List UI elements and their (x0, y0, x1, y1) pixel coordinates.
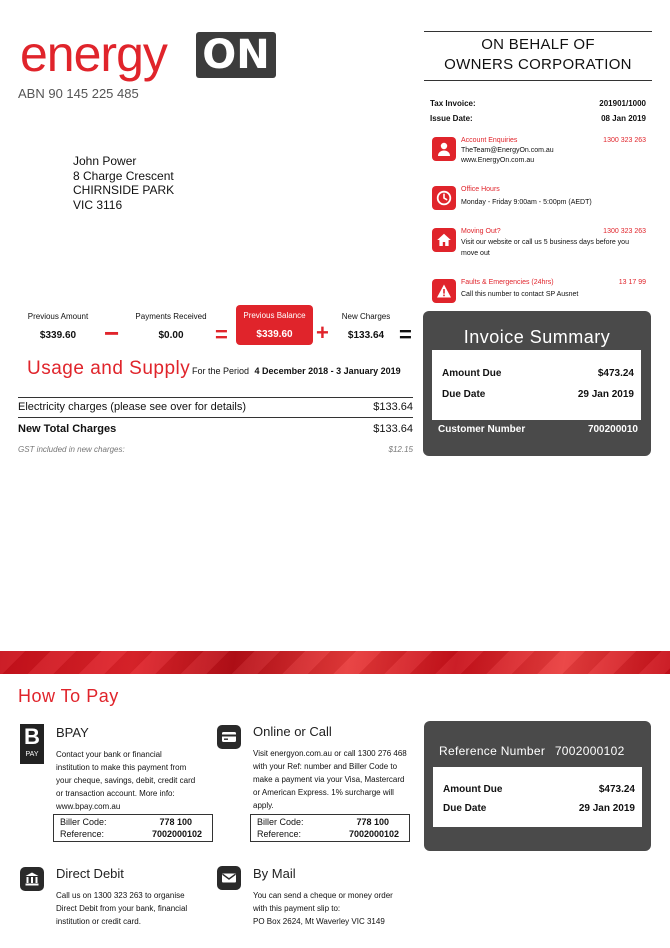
contact-title: Account Enquiries (461, 137, 518, 144)
electricity-charges-row (18, 401, 413, 413)
logo-wordmark: energy (20, 26, 167, 82)
biller-code-label: Biller Code: (257, 817, 304, 827)
direct-debit-line: Direct Debit from your bank, financial (56, 904, 188, 913)
by-mail-description (253, 889, 418, 928)
direct-debit-title: Direct Debit (56, 866, 124, 881)
address-name: John Power (73, 154, 137, 168)
online-line: apply. (253, 801, 274, 810)
reference-number-label: Reference Number (439, 744, 546, 758)
invoice-summary (423, 311, 651, 456)
previous-amount-value: $339.60 (39, 330, 77, 341)
due-date-label: Due Date (443, 803, 487, 814)
user-icon (432, 137, 456, 161)
online-line: Visit energyon.com.au or call 1300 276 468 (253, 749, 407, 758)
period-label: For the Period (192, 366, 250, 376)
payments-received (133, 312, 209, 341)
mail-icon (217, 866, 241, 890)
bpay-description (56, 748, 221, 813)
online-call-title: Online or Call (253, 724, 332, 739)
red-banner (0, 651, 670, 674)
online-line: make a payment via your Visa, Mastercard (253, 775, 405, 784)
invoice-summary-title: Invoice Summary (463, 327, 611, 347)
customer-number-row (438, 424, 638, 435)
due-date-label: Due Date (442, 389, 486, 400)
gst-row (18, 445, 413, 454)
warning-icon (432, 279, 456, 303)
usage-supply-title: Usage and Supply (27, 358, 191, 379)
contact-phone[interactable]: 1300 323 263 (603, 228, 646, 235)
behalf-line2: OWNERS CORPORATION (444, 56, 632, 73)
previous-amount-label: Previous Amount (27, 312, 89, 321)
bpay-icon (20, 724, 44, 764)
contact-phone[interactable]: 13 17 99 (618, 279, 646, 286)
contact-body-line: Visit our website or call us 5 business days before you (461, 239, 629, 246)
total-label: New Total Charges (18, 423, 117, 435)
contact-title: Office Hours (461, 186, 500, 193)
gst-value: $12.15 (388, 445, 413, 454)
contact-body-line: move out (461, 250, 490, 257)
credit-card-icon (217, 725, 241, 749)
electricity-value: $133.64 (373, 401, 413, 413)
bpay-line: your cheque, savings, debit, credit card (56, 776, 196, 785)
bpay-line: institution to make this payment from (56, 763, 187, 772)
reference-label: Reference: (257, 829, 302, 839)
mail-line: You can send a cheque or money order (253, 891, 393, 900)
tax-invoice-label: Tax Invoice: (430, 99, 476, 108)
home-icon (432, 228, 456, 252)
reference-value: 7002000102 (151, 829, 202, 839)
contact-body (461, 237, 646, 259)
amount-due-label: Amount Due (443, 784, 503, 795)
customer-number-value: 700200010 (587, 424, 638, 435)
issue-date-label: Issue Date: (430, 114, 473, 123)
biller-code-label: Biller Code: (60, 817, 107, 827)
contact-body: Call this number to contact SP Ausnet (461, 291, 579, 298)
contact-website[interactable]: www.EnergyOn.com.au (461, 157, 535, 164)
divider (18, 417, 413, 418)
mail-line: PO Box 2624, Mt Waverley VIC 3149 (253, 917, 385, 926)
bpay-line: or transaction account. More info: (56, 789, 175, 798)
bpay-line: Contact your bank or financial (56, 750, 162, 759)
direct-debit-line: institution or credit card. (56, 917, 141, 926)
invoice-summary-panel (432, 350, 641, 420)
contact-phone[interactable]: 1300 323 263 (603, 137, 646, 144)
issue-date-row (430, 114, 646, 123)
contact-title: Moving Out? (461, 228, 501, 235)
equals-operator: = (215, 322, 228, 347)
bpay-biller-box (53, 814, 213, 842)
usage-period (192, 366, 401, 376)
payments-received-value: $0.00 (158, 330, 184, 341)
amount-due-value: $473.24 (598, 784, 635, 795)
payment-reference-box (424, 721, 651, 851)
amount-due-row (443, 784, 635, 795)
contact-office-hours (432, 186, 646, 214)
reference-number-heading (439, 744, 625, 758)
issue-date-value: 08 Jan 2019 (601, 114, 646, 123)
new-charges-value: $133.64 (347, 330, 385, 341)
contact-body (461, 146, 646, 166)
online-description (253, 747, 418, 812)
direct-debit-line: Call us on 1300 323 263 to organise (56, 891, 185, 900)
due-date-row (443, 803, 635, 814)
on-behalf-box (424, 31, 652, 81)
previous-balance-value: $339.60 (256, 329, 293, 340)
plus-operator: + (316, 320, 329, 345)
divider (18, 397, 413, 398)
amount-due-label: Amount Due (442, 368, 502, 379)
amount-due-row (442, 368, 634, 379)
online-line: with your Ref: number and Biller Code to (253, 762, 398, 771)
period-dates: 4 December 2018 - 3 January 2019 (254, 366, 401, 376)
total-value: $133.64 (373, 423, 413, 435)
payments-received-label: Payments Received (135, 312, 207, 321)
mail-line: with this payment slip to: (253, 904, 341, 913)
minus-operator: − (104, 318, 120, 348)
reference-panel (433, 767, 642, 827)
contact-account-enquiries (432, 137, 646, 165)
contact-email[interactable]: TheTeam@EnergyOn.com.au (461, 147, 554, 154)
biller-code-value: 778 100 (356, 817, 389, 827)
address-suburb: CHIRNSIDE PARK (73, 183, 175, 197)
behalf-line1: ON BEHALF OF (481, 36, 595, 53)
contact-body: Monday - Friday 9:00am - 5:00pm (AEDT) (461, 199, 592, 206)
equals-operator-final: = (399, 322, 412, 347)
new-charges (328, 312, 404, 341)
due-date-value: 29 Jan 2019 (578, 803, 635, 814)
bpay-icon-pay: PAY (25, 751, 39, 758)
direct-debit-description (56, 889, 221, 928)
amount-due-value: $473.24 (597, 368, 634, 379)
online-line: or American Express. 1% surcharge will (253, 788, 394, 797)
bpay-icon-b: B (24, 724, 40, 749)
previous-balance-label: Previous Balance (243, 311, 306, 320)
biller-code-value: 778 100 (159, 817, 192, 827)
tax-invoice-value: 201901/1000 (599, 99, 646, 108)
address-state: VIC 3116 (73, 197, 123, 212)
reference-label: Reference: (60, 829, 105, 839)
contact-faults-emergencies (432, 279, 646, 307)
address-street: 8 Charge Crescent (73, 168, 174, 183)
bank-icon (20, 867, 44, 891)
online-biller-box (250, 814, 410, 842)
mailing-address (73, 154, 174, 212)
clock-icon (432, 186, 456, 210)
how-to-pay-title: How To Pay (18, 686, 119, 706)
reference-value: 7002000102 (348, 829, 399, 839)
due-date-row (442, 389, 634, 400)
by-mail-title: By Mail (253, 866, 296, 881)
logo-on-badge: ON (196, 32, 276, 78)
previous-amount (20, 312, 96, 341)
customer-number-label: Customer Number (438, 424, 526, 435)
gst-label: GST included in new charges: (18, 445, 125, 454)
tax-invoice-row (430, 99, 646, 108)
abn: ABN 90 145 225 485 (18, 86, 139, 101)
contact-title: Faults & Emergencies (24hrs) (461, 279, 554, 286)
new-charges-label: New Charges (341, 312, 391, 321)
due-date-value: 29 Jan 2019 (577, 389, 634, 400)
bpay-title: BPAY (56, 725, 89, 740)
new-total-row (18, 423, 413, 435)
bpay-website-link[interactable]: www.bpay.com.au (56, 802, 121, 811)
previous-balance (236, 305, 313, 345)
reference-number-value: 7002000102 (554, 744, 625, 758)
contact-moving-out (432, 228, 646, 256)
electricity-label: Electricity charges (please see over for details) (18, 401, 247, 413)
